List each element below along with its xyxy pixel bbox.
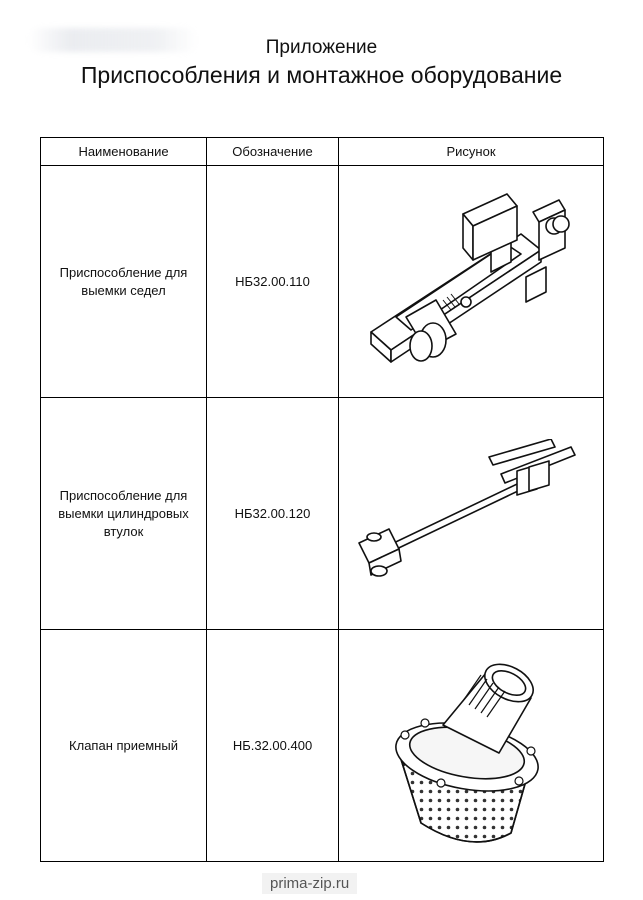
equipment-table — [40, 137, 604, 862]
column-header-code: Обозначение — [207, 138, 339, 166]
column-header-picture: Рисунок — [339, 138, 604, 166]
table-row — [41, 398, 604, 630]
row-picture — [339, 630, 604, 862]
row-code: НБ32.00.110 — [207, 166, 339, 398]
page-title: Приспособления и монтажное оборудование — [80, 62, 563, 88]
table-header-row — [41, 138, 604, 166]
intake-valve-drawing-icon — [381, 643, 561, 848]
column-header-name: Наименование — [41, 138, 207, 166]
watermark: prima-zip.ru — [262, 873, 357, 894]
row-code: НБ32.00.120 — [207, 398, 339, 630]
page-subtitle: Приложение — [265, 37, 378, 58]
table-row — [41, 166, 604, 398]
table-row — [41, 630, 604, 862]
seat-removal-tool-drawing-icon — [351, 182, 591, 382]
cylinder-liner-removal-tool-drawing-icon — [351, 439, 591, 589]
row-picture — [339, 166, 604, 398]
row-name: Приспособление для выемки седел — [41, 166, 207, 398]
row-name: Клапан приемный — [41, 630, 207, 862]
row-name: Приспособление для выемки цилиндровых втулок — [41, 398, 207, 630]
row-picture — [339, 398, 604, 630]
row-code: НБ.32.00.400 — [207, 630, 339, 862]
